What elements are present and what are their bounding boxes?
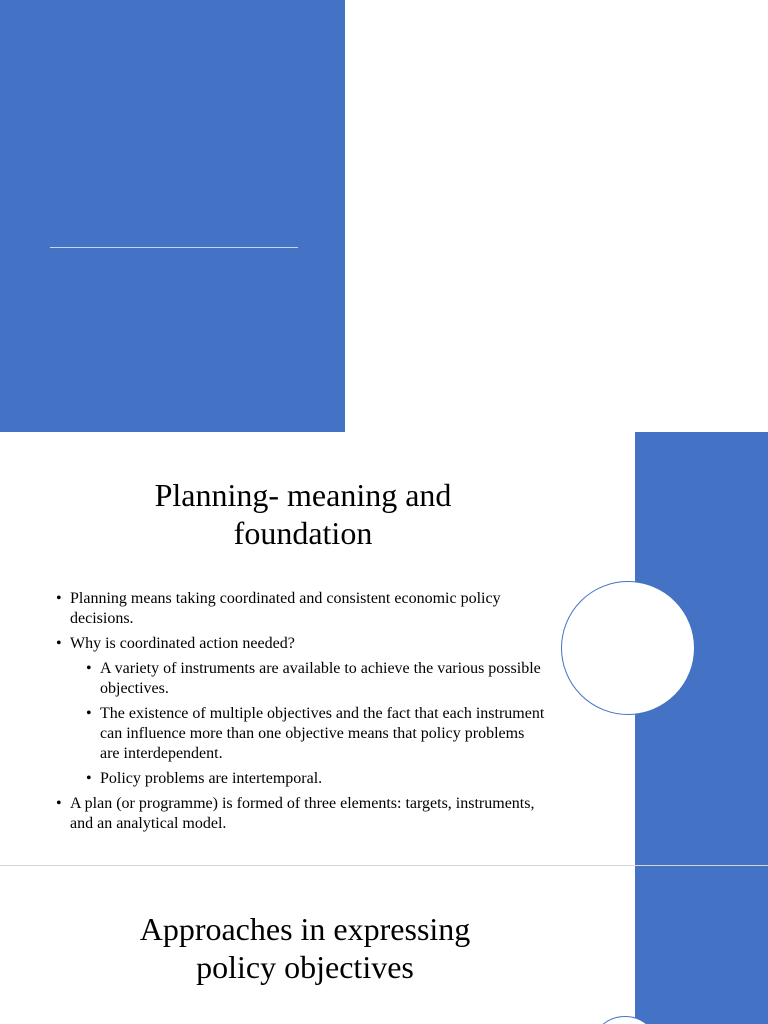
title-line: Normative	[571, 123, 721, 162]
bullet-list	[56, 589, 546, 839]
sub-bullet-item: • A variety of instruments are available to achieve the various possible objectives.	[86, 659, 546, 699]
heading-line: foundation	[233, 515, 373, 551]
heading-line: policy objectives	[196, 949, 414, 985]
sub-bullet-item: • The existence of multiple objectives and the fact that each instrument can influence more than one objective means that policy problems are interdependent.	[86, 704, 546, 764]
title-panel	[0, 0, 345, 432]
slide-heading	[60, 910, 550, 986]
bullet-item: • Planning means taking coordinated and consistent economic policy decisions.	[56, 589, 546, 629]
title-divider	[50, 247, 298, 248]
heading-line: Planning- meaning and	[154, 477, 452, 513]
title-line: economic policy	[488, 203, 721, 242]
bullet-item: • A plan (or programme) is formed of three elements: targets, instruments, and an analytical model.	[56, 794, 546, 834]
sub-bullet-item: • Policy problems are intertemporal.	[86, 769, 546, 789]
bullet-item: • Why is coordinated action needed?	[56, 634, 546, 654]
lecture-title	[421, 83, 721, 243]
title-line: Lecture 3	[587, 83, 721, 122]
heading-line: Approaches in expressing	[139, 911, 471, 947]
slide-1-title[interactable]	[0, 0, 768, 432]
decorative-circle	[561, 581, 695, 715]
slide-2-planning[interactable]	[0, 432, 768, 865]
title-line: theory of	[593, 163, 721, 202]
slide-3-approaches[interactable]	[0, 865, 768, 1024]
lecture-subtitle: Economic Policy Analysis	[594, 257, 721, 271]
side-accent-panel	[635, 866, 768, 1024]
slide-heading	[60, 476, 546, 552]
